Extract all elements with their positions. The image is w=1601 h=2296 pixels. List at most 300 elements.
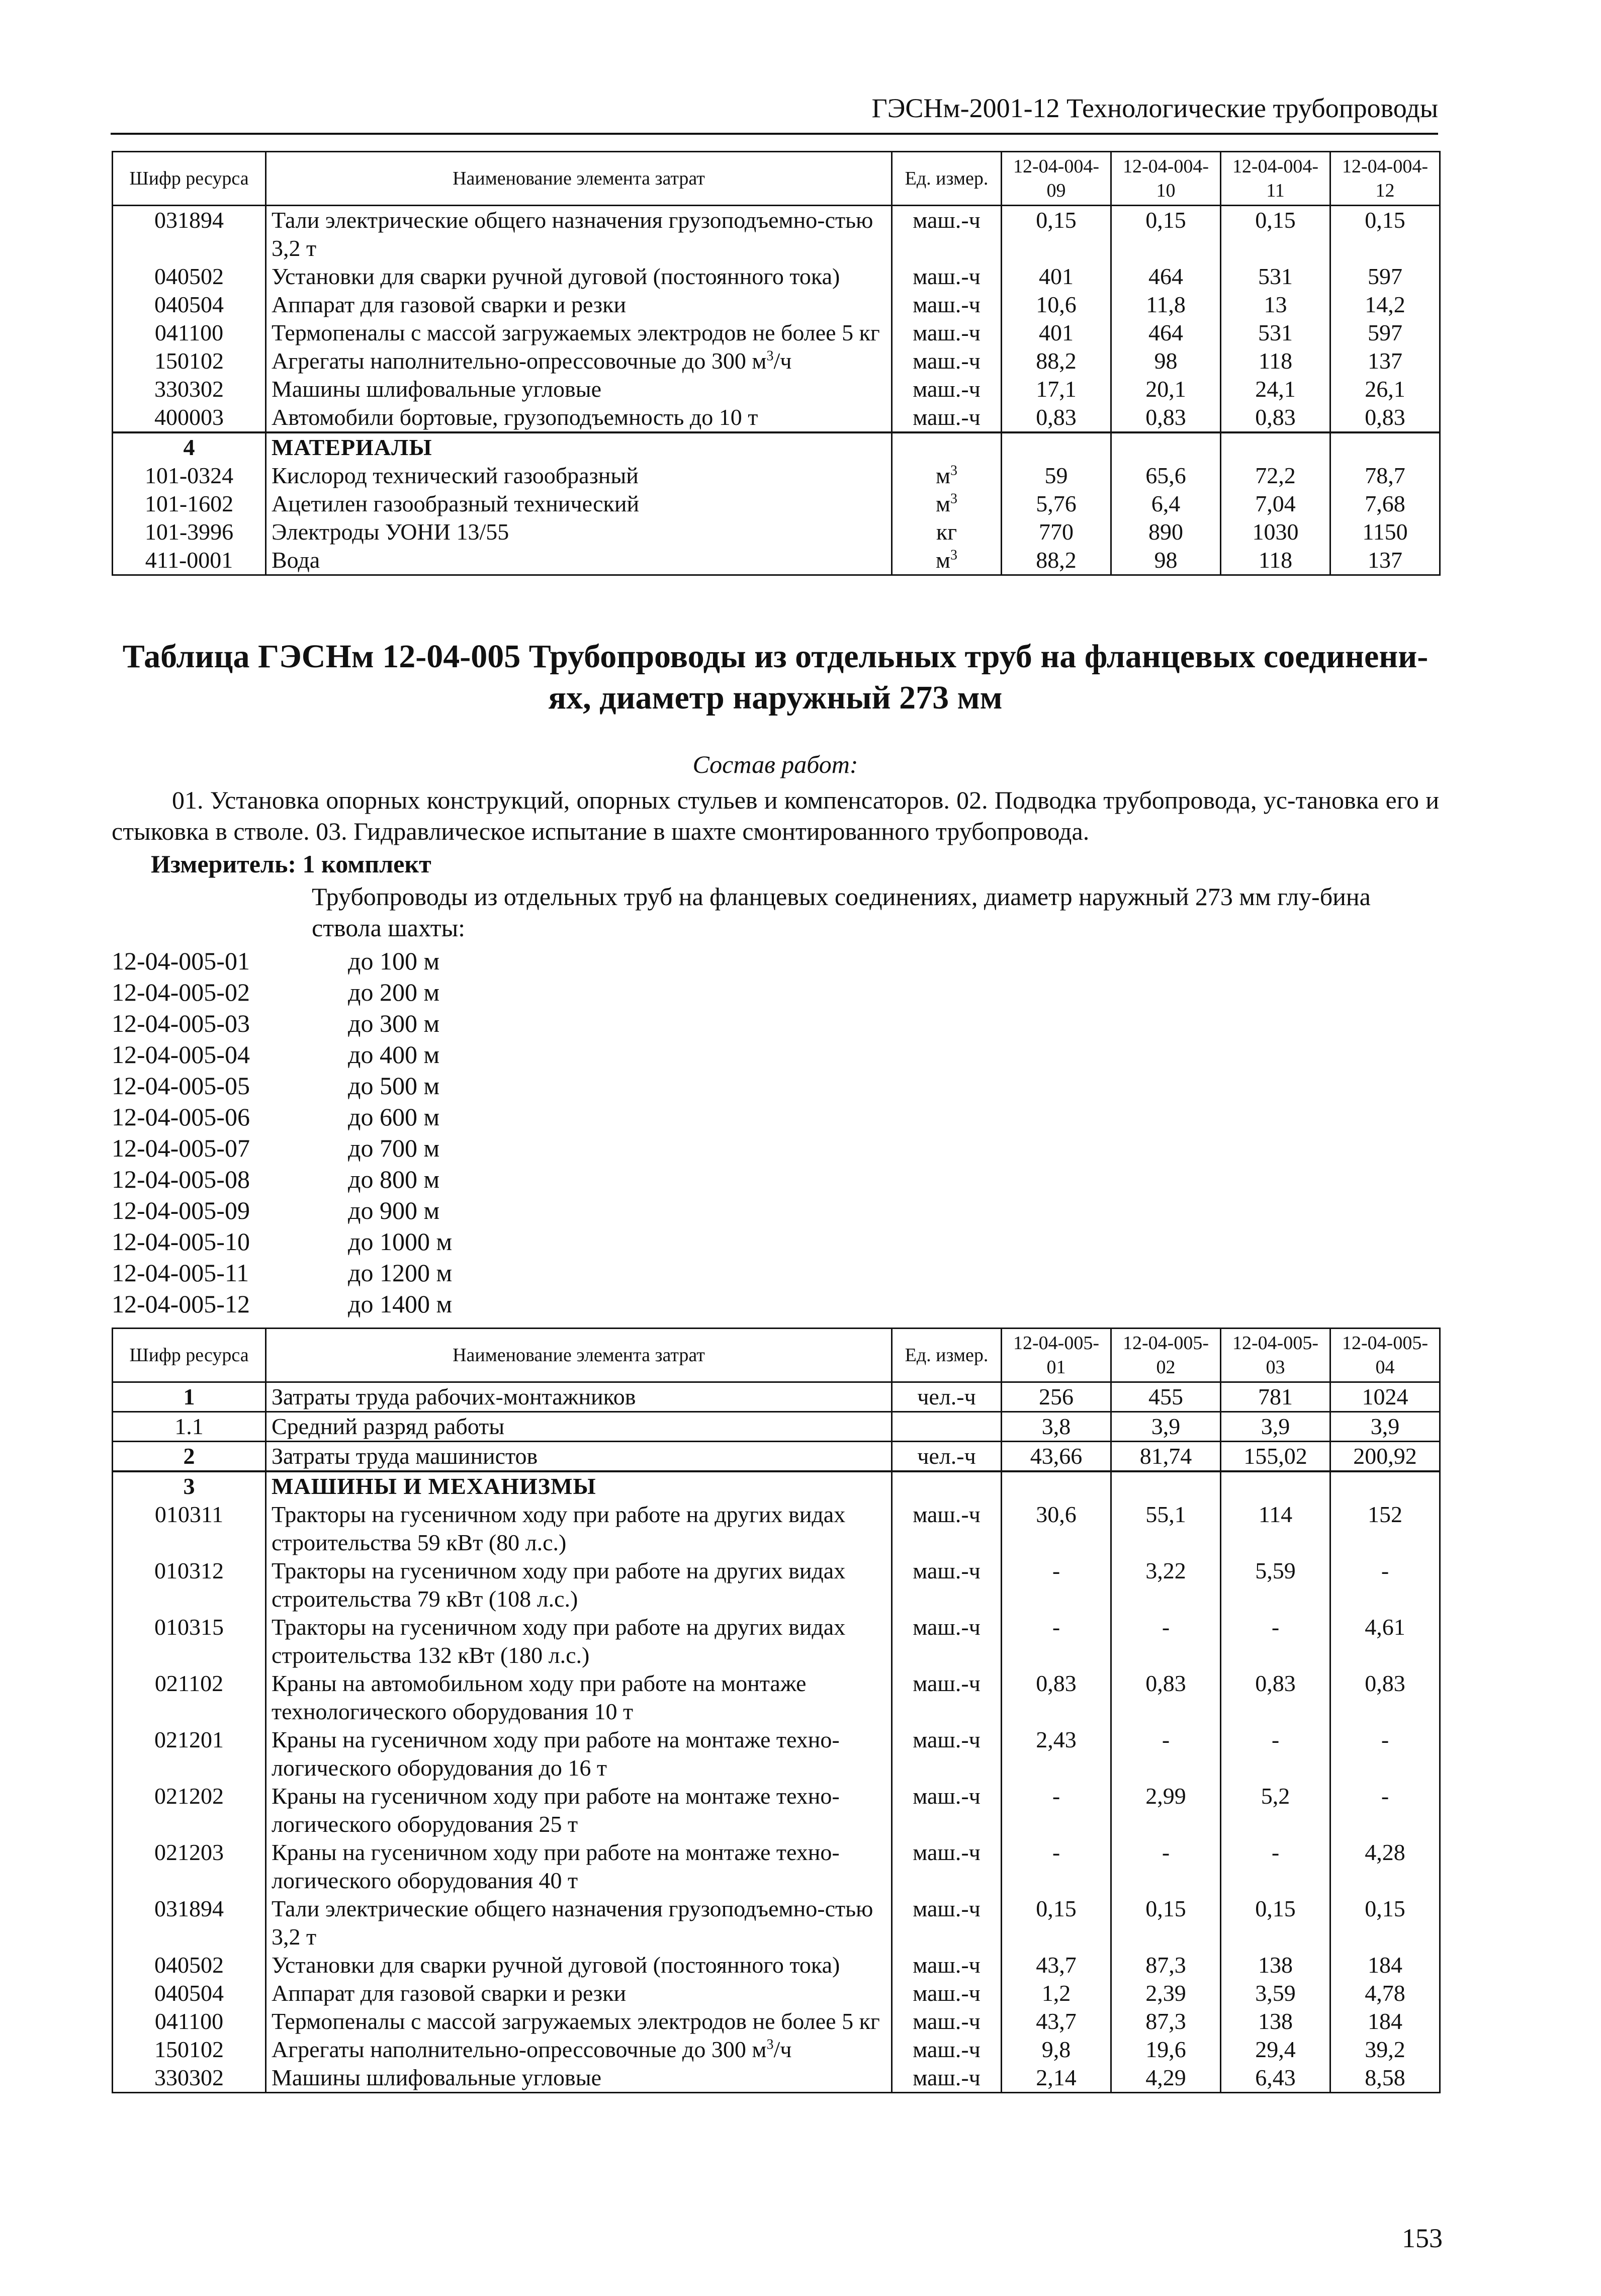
table-row xyxy=(113,291,1440,319)
resource-code-text: 400003 xyxy=(154,404,224,430)
resource-value xyxy=(1002,1726,1111,1782)
superscript: 3 xyxy=(766,2037,774,2053)
resource-value-text: 0,15 xyxy=(1255,207,1296,233)
resource-unit-text: маш.-ч xyxy=(913,207,981,233)
resource-value-text: 0,83 xyxy=(1365,404,1405,430)
resource-name xyxy=(266,1442,892,1472)
resource-code xyxy=(113,490,266,518)
resource-value xyxy=(1111,2036,1221,2064)
resource-name xyxy=(266,1782,892,1838)
resource-value xyxy=(1330,518,1440,546)
resource-value-text: 3,22 xyxy=(1145,1558,1186,1583)
resource-code xyxy=(113,546,266,575)
superscript: 3 xyxy=(950,547,958,563)
table-row xyxy=(113,1838,1440,1895)
table-row xyxy=(113,2007,1440,2036)
col-header-variant: 12-04-004-11 xyxy=(1221,152,1330,206)
resource-name xyxy=(266,347,892,375)
resource-unit-text: маш.-ч xyxy=(913,1783,981,1809)
resource-value xyxy=(1221,1951,1330,1979)
resource-unit-text: маш.-ч xyxy=(913,2065,981,2090)
variant-depth: до 600 м xyxy=(348,1103,440,1131)
resource-value-text: 65,6 xyxy=(1145,463,1186,488)
variant-item xyxy=(112,1132,452,1164)
resource-unit-text: кг xyxy=(936,519,957,545)
resource-name xyxy=(266,2007,892,2036)
resource-code-text: 021203 xyxy=(154,1839,224,1865)
resource-code-text: 040502 xyxy=(154,263,224,289)
empty-cell xyxy=(892,1471,1002,1500)
variant-depth: до 1000 м xyxy=(348,1227,453,1256)
empty-cell xyxy=(892,432,1002,462)
resource-value xyxy=(1111,206,1221,263)
table-row xyxy=(113,1500,1440,1557)
resource-value xyxy=(1002,546,1111,575)
section-code-text: 4 xyxy=(183,434,195,460)
resource-value-text: 0,83 xyxy=(1365,1670,1405,1696)
resource-value-text: - xyxy=(1162,1727,1170,1752)
resource-name-text: Краны на гусеничном ходу при работе на монтаже техно-логического оборудования 25 т xyxy=(272,1783,840,1837)
resource-table-004 xyxy=(112,151,1441,576)
superscript: 3 xyxy=(950,463,958,479)
empty-cell xyxy=(1221,432,1330,462)
table-row xyxy=(113,1782,1440,1838)
resource-value-text: 20,1 xyxy=(1145,376,1186,402)
resource-value xyxy=(1330,262,1440,291)
resource-name xyxy=(266,319,892,347)
table-row xyxy=(113,347,1440,375)
resource-value-text: 4,29 xyxy=(1145,2065,1186,2090)
resource-unit xyxy=(892,291,1002,319)
section-name-text: МАШИНЫ И МЕХАНИЗМЫ xyxy=(272,1473,596,1499)
resource-code-text: 101-3996 xyxy=(144,519,234,545)
resource-code xyxy=(113,1669,266,1726)
resource-value-text: - xyxy=(1162,1614,1170,1640)
resource-value-text: 0,83 xyxy=(1255,1670,1296,1696)
resource-code-text: 330302 xyxy=(154,376,224,402)
section-name xyxy=(266,432,892,462)
resource-value xyxy=(1111,1782,1221,1838)
variant-depth: до 900 м xyxy=(348,1196,440,1224)
variant-item xyxy=(112,1101,452,1132)
col-header-code: Шифр ресурса xyxy=(113,152,266,206)
resource-value-text: 19,6 xyxy=(1145,2037,1186,2062)
resource-value-text: 256 xyxy=(1039,1384,1074,1409)
resource-unit xyxy=(892,1782,1002,1838)
resource-code xyxy=(113,1951,266,1979)
resource-unit-text: маш.-ч xyxy=(913,1502,981,1527)
resource-unit xyxy=(892,206,1002,263)
resource-value xyxy=(1002,291,1111,319)
variant-code: 12-04-005-10 xyxy=(112,1227,250,1256)
resource-value xyxy=(1221,1613,1330,1669)
resource-value-text: - xyxy=(1381,1558,1389,1583)
resource-unit-text: маш.-ч xyxy=(913,2008,981,2034)
resource-value xyxy=(1002,1669,1111,1726)
resource-value-text: 3,9 xyxy=(1370,1414,1400,1439)
resource-name-text: Краны на гусеничном ходу при работе на монтаже техно-логического оборудования 40 т xyxy=(272,1839,840,1893)
resource-name-text: Электроды УОНИ 13/55 xyxy=(272,519,509,545)
resource-value-text: 2,14 xyxy=(1036,2065,1077,2090)
resource-value xyxy=(1002,1613,1111,1669)
resource-value xyxy=(1002,1838,1111,1895)
table-row xyxy=(113,1895,1440,1951)
resource-value xyxy=(1221,1412,1330,1442)
resource-value xyxy=(1330,462,1440,490)
table-row xyxy=(113,1412,1440,1442)
resource-code-text: 2 xyxy=(183,1443,195,1469)
running-header: ГЭСНм-2001-12 Технологические трубопроводы xyxy=(111,85,1438,135)
resource-code-text: 1.1 xyxy=(174,1414,204,1439)
resource-unit xyxy=(892,262,1002,291)
resource-value-text: 155,02 xyxy=(1243,1443,1307,1469)
resource-value-text: 87,3 xyxy=(1145,2008,1186,2034)
resource-name-text: Машины шлифовальные угловые xyxy=(272,2065,602,2090)
resource-value-text: - xyxy=(1052,1614,1060,1640)
section-row xyxy=(113,1471,1440,1500)
resource-unit xyxy=(892,1412,1002,1442)
resource-value-text: 4,78 xyxy=(1365,1980,1405,2006)
resource-value xyxy=(1002,518,1111,546)
resource-value-text: 464 xyxy=(1148,320,1183,345)
col-header-variant: 12-04-005-03 xyxy=(1221,1329,1330,1382)
resource-code xyxy=(113,1838,266,1895)
resource-value xyxy=(1221,1979,1330,2007)
variant-depth: до 100 м xyxy=(348,947,440,975)
variant-depth: до 1200 м xyxy=(348,1259,453,1287)
resource-value-text: - xyxy=(1271,1727,1280,1752)
resource-value-text: 7,68 xyxy=(1365,491,1405,516)
resource-value xyxy=(1002,490,1111,518)
resource-value xyxy=(1330,1726,1440,1782)
resource-value-text: 29,4 xyxy=(1255,2037,1296,2062)
variant-item xyxy=(112,1288,452,1319)
resource-value xyxy=(1111,1412,1221,1442)
variant-depth: до 1400 м xyxy=(348,1290,453,1318)
resource-value-text: - xyxy=(1381,1727,1389,1752)
table-row xyxy=(113,1613,1440,1669)
resource-value xyxy=(1330,1557,1440,1613)
col-header-code: Шифр ресурса xyxy=(113,1329,266,1382)
resource-name xyxy=(266,1382,892,1412)
resource-name xyxy=(266,1669,892,1726)
table-row xyxy=(113,1382,1440,1412)
resource-name xyxy=(266,291,892,319)
empty-cell xyxy=(1002,1471,1111,1500)
resource-value xyxy=(1221,1557,1330,1613)
resource-unit xyxy=(892,1500,1002,1557)
table-row xyxy=(113,2036,1440,2064)
resource-value-text: - xyxy=(1271,1839,1280,1865)
variant-depth: до 200 м xyxy=(348,978,440,1006)
table-row xyxy=(113,403,1440,432)
work-composition-text: 01. Установка опорных конструкций, опорных стульев и компенсаторов. 02. Подводка трубопровода, ус-тановка его и стыковка в стволе. 03. Гидравлическое испытание в шахте смонтированного трубопровода. xyxy=(112,786,1439,845)
resource-name xyxy=(266,1726,892,1782)
resource-value-text: 2,43 xyxy=(1036,1727,1077,1752)
resource-value xyxy=(1002,1951,1111,1979)
resource-value-text: 43,7 xyxy=(1036,1952,1077,1978)
variant-code: 12-04-005-11 xyxy=(112,1259,249,1287)
resource-code-text: 1 xyxy=(183,1384,195,1409)
variant-code: 12-04-005-12 xyxy=(112,1290,250,1318)
resource-unit-text: маш.-ч xyxy=(913,320,981,345)
variant-item xyxy=(112,1164,452,1195)
superscript: 3 xyxy=(950,491,958,507)
variants-list xyxy=(112,945,452,1319)
resource-name-text: Тракторы на гусеничном ходу при работе на других видах строительства 132 кВт (180 л.с.) xyxy=(272,1614,846,1668)
resource-code-text: 021201 xyxy=(154,1727,224,1752)
resource-unit-text: м xyxy=(935,463,951,488)
resource-code-text: 021102 xyxy=(154,1670,224,1696)
resource-unit xyxy=(892,347,1002,375)
resource-value-text: 0,15 xyxy=(1365,1896,1405,1921)
resource-value xyxy=(1330,206,1440,263)
resource-value xyxy=(1330,1382,1440,1412)
resource-value-text: 3,8 xyxy=(1041,1414,1071,1439)
resource-code-text: 040504 xyxy=(154,1980,224,2006)
resource-value xyxy=(1221,1895,1330,1951)
resource-value xyxy=(1002,1557,1111,1613)
resource-value xyxy=(1330,375,1440,403)
resource-value-text: 72,2 xyxy=(1255,463,1296,488)
resource-value-text: 59 xyxy=(1044,463,1068,488)
resource-value-text: 78,7 xyxy=(1365,463,1405,488)
resource-value-text: - xyxy=(1052,1839,1060,1865)
resource-code xyxy=(113,2007,266,2036)
resource-unit xyxy=(892,1895,1002,1951)
empty-cell xyxy=(1111,1471,1221,1500)
resource-code-text: 010315 xyxy=(154,1614,224,1640)
resource-value xyxy=(1002,403,1111,432)
variant-code: 12-04-005-03 xyxy=(112,1009,250,1037)
resource-unit xyxy=(892,375,1002,403)
resource-name-tail: /ч xyxy=(773,348,792,374)
resource-value xyxy=(1330,490,1440,518)
resource-unit-text: маш.-ч xyxy=(913,404,981,430)
resource-unit-text: маш.-ч xyxy=(913,1980,981,2006)
resource-unit-text: маш.-ч xyxy=(913,376,981,402)
resource-name xyxy=(266,546,892,575)
resource-value-text: - xyxy=(1052,1783,1060,1809)
resource-value-text: 6,43 xyxy=(1255,2065,1296,2090)
resource-code-text: 411-0001 xyxy=(145,547,233,573)
resource-code xyxy=(113,1500,266,1557)
resource-value-text: 10,6 xyxy=(1036,292,1077,317)
resource-value-text: 3,59 xyxy=(1255,1980,1296,2006)
resource-name xyxy=(266,1412,892,1442)
resource-name-text: Ацетилен газообразный технический xyxy=(272,491,640,516)
col-header-variant: 12-04-005-02 xyxy=(1111,1329,1221,1382)
resource-value-text: 30,6 xyxy=(1036,1502,1077,1527)
resource-code-text: 040502 xyxy=(154,1952,224,1978)
resource-value xyxy=(1330,546,1440,575)
empty-cell xyxy=(1111,432,1221,462)
resource-value-text: 200,92 xyxy=(1353,1443,1417,1469)
resource-name-text: Кислород технический газообразный xyxy=(272,463,639,488)
resource-value xyxy=(1002,1442,1111,1472)
resource-value xyxy=(1111,291,1221,319)
variant-depth: до 800 м xyxy=(348,1165,440,1193)
resource-value-text: 0,15 xyxy=(1145,207,1186,233)
resource-value xyxy=(1111,319,1221,347)
resource-value xyxy=(1330,1613,1440,1669)
col-header-name: Наименование элемента затрат xyxy=(266,1329,892,1382)
resource-name xyxy=(266,403,892,432)
resource-unit xyxy=(892,1382,1002,1412)
variant-depth: до 300 м xyxy=(348,1009,440,1037)
resource-unit-text: м xyxy=(935,547,951,573)
resource-value-text: 88,2 xyxy=(1036,348,1077,374)
resource-code xyxy=(113,1979,266,2007)
table-row xyxy=(113,262,1440,291)
resource-code-text: 150102 xyxy=(154,348,224,374)
resource-name-text: Вода xyxy=(272,547,320,573)
col-header-variant: 12-04-005-01 xyxy=(1002,1329,1111,1382)
resource-code-text: 021202 xyxy=(154,1783,224,1809)
resource-code-text: 150102 xyxy=(154,2037,224,2062)
resource-name xyxy=(266,1613,892,1669)
section-row xyxy=(113,432,1440,462)
resource-value-text: 464 xyxy=(1148,263,1183,289)
variant-code: 12-04-005-04 xyxy=(112,1040,250,1069)
resource-value xyxy=(1221,1442,1330,1472)
resource-value-text: 0,15 xyxy=(1036,207,1077,233)
resource-unit xyxy=(892,1726,1002,1782)
resource-value xyxy=(1221,1669,1330,1726)
resource-name xyxy=(266,490,892,518)
resource-value xyxy=(1111,1726,1221,1782)
resource-value xyxy=(1002,2064,1111,2093)
variant-depth: до 500 м xyxy=(348,1072,440,1100)
resource-value-text: 88,2 xyxy=(1036,547,1077,573)
resource-code xyxy=(113,1895,266,1951)
resource-unit xyxy=(892,1669,1002,1726)
resource-value xyxy=(1221,462,1330,490)
resource-value xyxy=(1330,347,1440,375)
resource-value xyxy=(1002,2007,1111,2036)
resource-value-text: 8,58 xyxy=(1365,2065,1405,2090)
resource-value-text: 5,59 xyxy=(1255,1558,1296,1583)
resource-value-text: - xyxy=(1271,1614,1280,1640)
table-row xyxy=(113,490,1440,518)
resource-value-text: 137 xyxy=(1368,348,1402,374)
resource-value xyxy=(1330,2007,1440,2036)
resource-value xyxy=(1221,518,1330,546)
resource-value-text: 0,15 xyxy=(1255,1896,1296,1921)
variant-code: 12-04-005-02 xyxy=(112,978,250,1006)
resource-unit xyxy=(892,1979,1002,2007)
variant-item xyxy=(112,977,452,1008)
resource-value xyxy=(1111,1838,1221,1895)
resource-value-text: 1024 xyxy=(1362,1384,1408,1409)
resource-value xyxy=(1111,1951,1221,1979)
resource-value-text: 1150 xyxy=(1362,519,1408,545)
resource-name xyxy=(266,1951,892,1979)
resource-value-text: 1030 xyxy=(1252,519,1299,545)
resource-unit-text: м xyxy=(935,491,951,516)
table-row xyxy=(113,1951,1440,1979)
resource-value xyxy=(1221,1382,1330,1412)
resource-code xyxy=(113,262,266,291)
resource-value xyxy=(1330,1442,1440,1472)
resource-code xyxy=(113,518,266,546)
resource-value xyxy=(1221,2007,1330,2036)
section-code-text: 3 xyxy=(183,1473,195,1499)
resource-value xyxy=(1111,1979,1221,2007)
resource-unit-text: маш.-ч xyxy=(913,1952,981,1978)
resource-value-text: 152 xyxy=(1368,1502,1402,1527)
resource-unit xyxy=(892,2007,1002,2036)
resource-value xyxy=(1330,1412,1440,1442)
resource-value-text: 98 xyxy=(1154,348,1178,374)
variant-code: 12-04-005-06 xyxy=(112,1103,250,1131)
resource-name xyxy=(266,2036,892,2064)
resource-name xyxy=(266,518,892,546)
resource-value xyxy=(1330,2064,1440,2093)
resource-code-text: 330302 xyxy=(154,2065,224,2090)
resource-value-text: 184 xyxy=(1368,2008,1402,2034)
resource-name xyxy=(266,2064,892,2093)
resource-code-text: 031894 xyxy=(154,207,224,233)
resource-value xyxy=(1330,403,1440,432)
resource-code xyxy=(113,1442,266,1472)
resource-name-tail: /ч xyxy=(773,2037,792,2062)
resource-value xyxy=(1330,1951,1440,1979)
resource-value-text: 401 xyxy=(1039,320,1074,345)
resource-name-text: Тали электрические общего назначения грузоподъемно-стью 3,2 т xyxy=(272,207,873,261)
resource-value-text: 0,83 xyxy=(1145,1670,1186,1696)
resource-name xyxy=(266,206,892,263)
resource-name-text: Машины шлифовальные угловые xyxy=(272,376,602,402)
resource-name-text: Тракторы на гусеничном ходу при работе на других видах строительства 79 кВт (108 л.с.) xyxy=(272,1558,846,1612)
resource-value-text: 6,4 xyxy=(1151,491,1181,516)
variant-item xyxy=(112,945,452,977)
resource-value xyxy=(1111,403,1221,432)
resource-name-text: Краны на автомобильном ходу при работе на монтаже технологического оборудования 10 т xyxy=(272,1670,807,1724)
resource-name xyxy=(266,1979,892,2007)
resource-value-text: 13 xyxy=(1264,292,1287,317)
variant-item xyxy=(112,1039,452,1070)
resource-value-text: 26,1 xyxy=(1365,376,1405,402)
resource-value xyxy=(1111,490,1221,518)
table-row xyxy=(113,1726,1440,1782)
resource-value xyxy=(1111,1442,1221,1472)
variant-item xyxy=(112,1008,452,1039)
variant-code: 12-04-005-08 xyxy=(112,1165,250,1193)
variant-depth: до 700 м xyxy=(348,1134,440,1162)
resource-code xyxy=(113,291,266,319)
resource-unit xyxy=(892,490,1002,518)
variant-item xyxy=(112,1226,452,1257)
table-row xyxy=(113,518,1440,546)
resource-value-text: 184 xyxy=(1368,1952,1402,1978)
resource-name-text: Тракторы на гусеничном ходу при работе на других видах строительства 59 кВт (80 л.с.) xyxy=(272,1502,846,1555)
resource-code xyxy=(113,1726,266,1782)
resource-value-text: 455 xyxy=(1148,1384,1183,1409)
resource-value xyxy=(1221,490,1330,518)
resource-unit-text: маш.-ч xyxy=(913,1558,981,1583)
resource-unit-text: маш.-ч xyxy=(913,1839,981,1865)
col-header-variant: 12-04-004-09 xyxy=(1002,152,1111,206)
resource-name-text: Краны на гусеничном ходу при работе на монтаже техно-логического оборудования до 16 т xyxy=(272,1727,840,1781)
variant-item xyxy=(112,1257,452,1288)
table-row xyxy=(113,375,1440,403)
resource-code-text: 041100 xyxy=(154,2008,224,2034)
section-code xyxy=(113,432,266,462)
resource-name-text: Агрегаты наполнительно-опрессовочные до 300 м xyxy=(272,348,767,374)
resource-unit xyxy=(892,1838,1002,1895)
resource-value xyxy=(1221,347,1330,375)
